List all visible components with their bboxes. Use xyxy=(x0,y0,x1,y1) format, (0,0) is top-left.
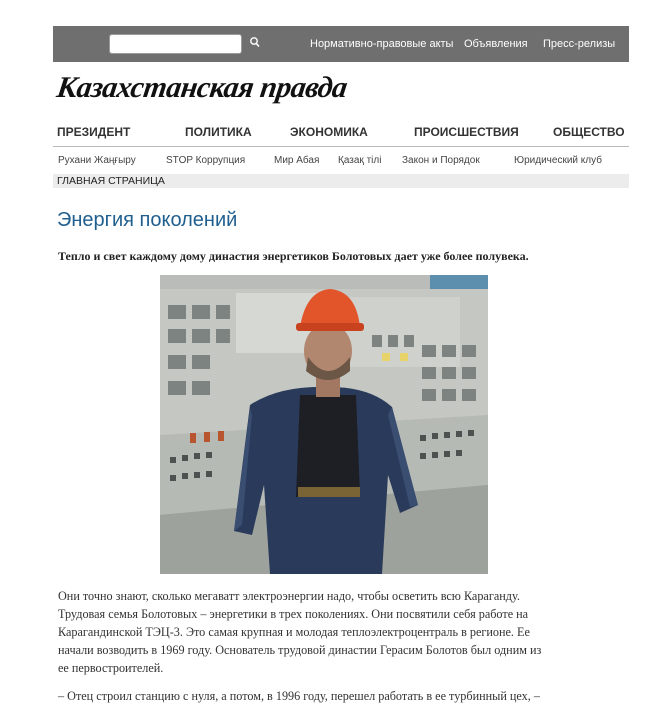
toplink-announcements[interactable]: Объявления xyxy=(464,38,528,50)
paragraph-line: Трудовая семья Болотовых – энергетики в трех поколениях. Они посвятили себя работе на xyxy=(58,607,529,621)
article-lead: Тепло и свет каждому дому династия энергетиков Болотовых дает уже более полувека. xyxy=(58,249,529,263)
photo-illustration xyxy=(160,275,488,574)
subnav-kazakh-tili[interactable]: Қазақ тілі xyxy=(338,155,382,166)
nav-incidents[interactable]: ПРОИСШЕСТВИЯ xyxy=(414,125,519,139)
article-photo xyxy=(160,275,488,574)
paragraph-line-partial: – Отец строил станцию с нуля, а потом, в 1996 году, перешел работать в ее турбинный цех, – xyxy=(58,689,540,703)
breadcrumb xyxy=(53,174,629,188)
site-logo[interactable] xyxy=(54,71,367,107)
search-input[interactable] xyxy=(109,34,242,54)
subnav-stop-corruption[interactable]: STOP Коррупция xyxy=(166,155,246,166)
top-bar xyxy=(53,26,629,62)
paragraph-line: Они точно знают, сколько мегаватт электроэнергии надо, чтобы осветить всю Караганду. xyxy=(58,589,520,603)
subnav-legal-club[interactable]: Юридический клуб xyxy=(514,155,602,166)
search-icon[interactable] xyxy=(249,36,261,50)
nav-divider xyxy=(53,146,629,147)
nav-economy[interactable]: ЭКОНОМИКА xyxy=(290,125,368,139)
subnav-law-order[interactable]: Закон и Порядок xyxy=(402,155,480,166)
subnav-rukhani-zhangyru[interactable]: Рухани Жаңғыру xyxy=(58,155,136,166)
breadcrumb-home[interactable]: ГЛАВНАЯ СТРАНИЦА xyxy=(57,175,165,187)
toplink-press-releases[interactable]: Пресс-релизы xyxy=(543,38,616,50)
nav-society[interactable]: ОБЩЕСТВО xyxy=(553,125,625,139)
logo-text: Казахстанская правда xyxy=(54,71,350,104)
paragraph-line: ее первостроителей. xyxy=(58,661,164,675)
paragraph-line: Карагандинской ТЭЦ-3. Это самая крупная и молодая теплоэлектроцентраль в регионе. Ее xyxy=(58,625,530,639)
article-body xyxy=(58,589,618,720)
nav-politics[interactable]: ПОЛИТИКА xyxy=(185,125,252,139)
page-title: Энергия поколений xyxy=(57,209,238,231)
nav-president[interactable]: ПРЕЗИДЕНТ xyxy=(57,125,131,139)
subnav-mir-abaya[interactable]: Мир Абая xyxy=(274,155,320,166)
toplink-normative-acts[interactable]: Нормативно-правовые акты xyxy=(310,38,454,50)
paragraph-line: начали возводить в 1969 году. Основатель трудовой династии Герасим Болотов был одним из xyxy=(58,643,542,657)
